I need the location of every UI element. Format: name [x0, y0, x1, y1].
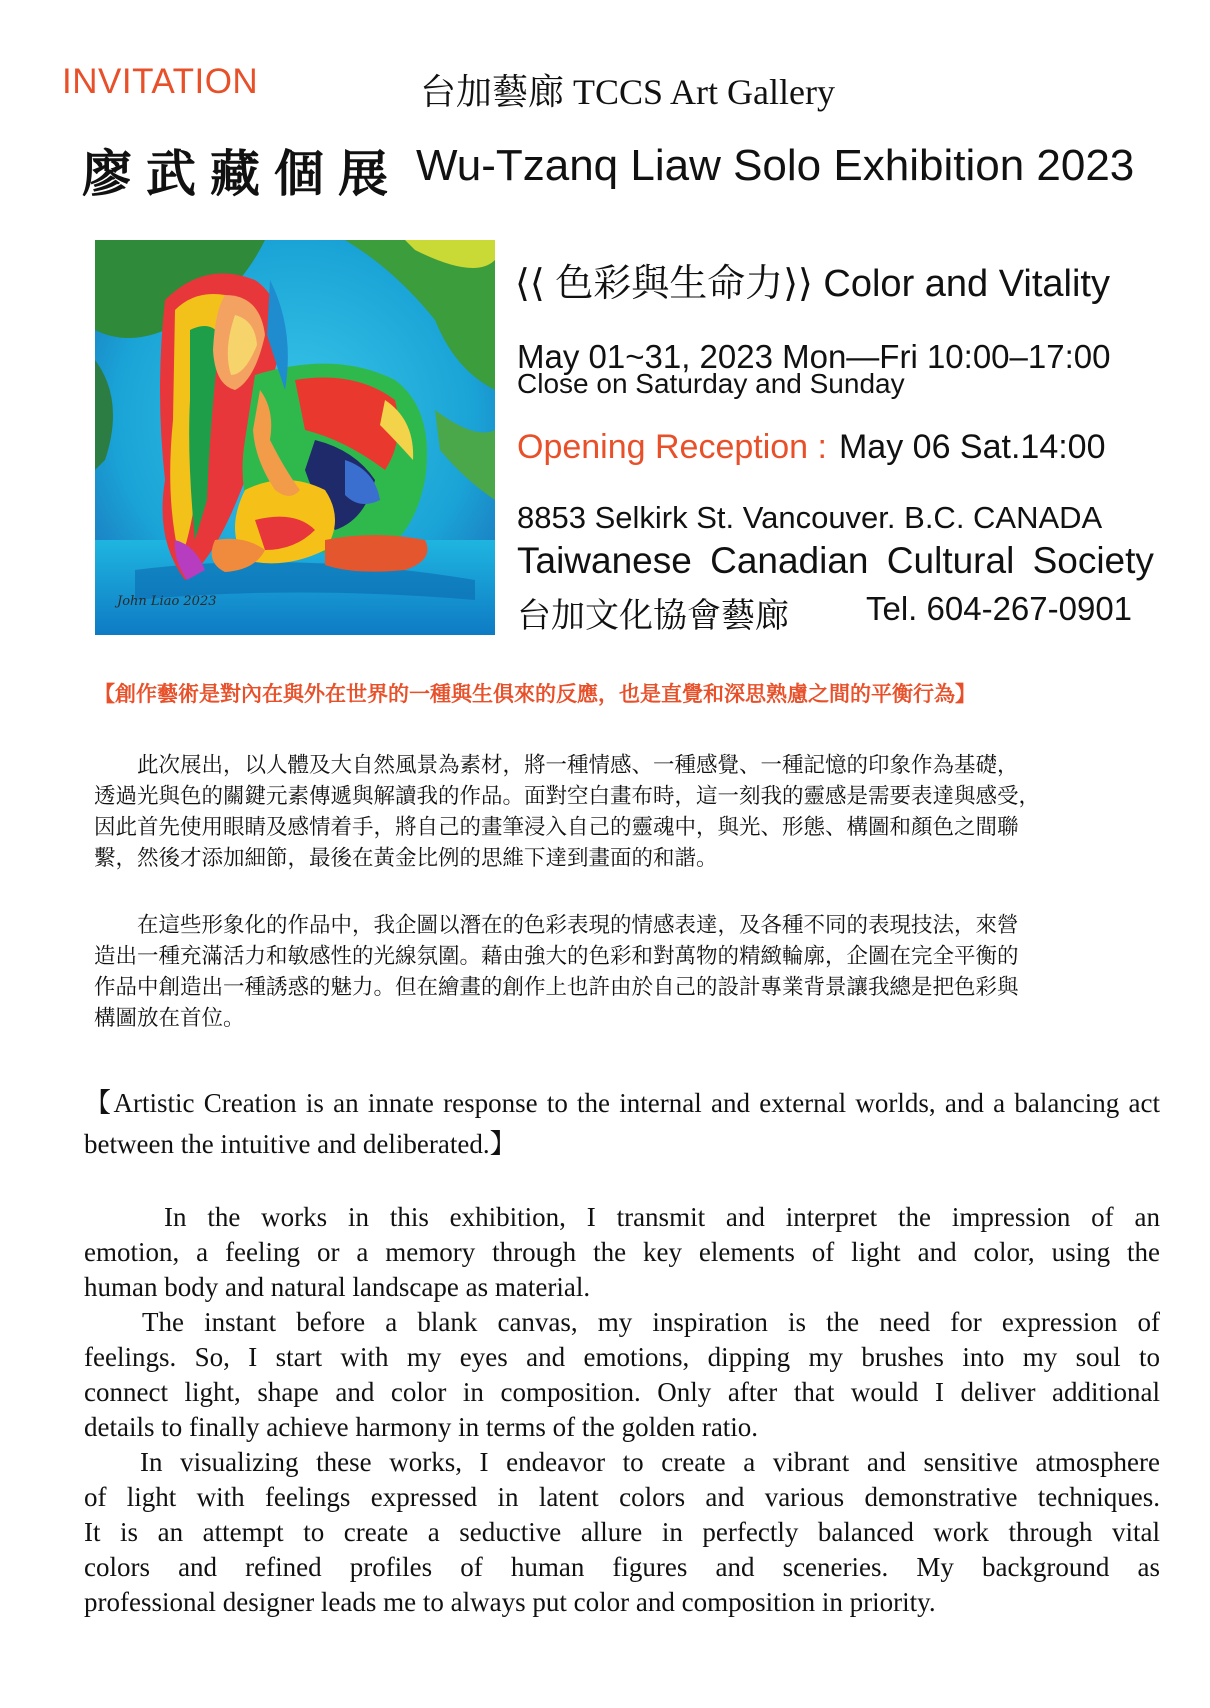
text-line: of light with feelings expressed in latent colors and various demonstrative techniques. — [84, 1482, 1160, 1512]
statement-zh-paragraph-2 — [94, 910, 1164, 1034]
text-line: In the works in this exhibition, I transmit and interpret the impression of an — [164, 1202, 1160, 1232]
invitation-label: INVITATION — [62, 62, 259, 101]
painting-artwork — [95, 240, 495, 635]
society-name: Taiwanese Canadian Cultural Society — [517, 540, 1154, 581]
quote-zh: 【創作藝術是對內在與外在世界的一種與生俱來的反應，也是直覺和深思熟慮之間的平衡行為】 — [94, 682, 976, 706]
exhibition-dates: May 01~31, 2023 Mon—Fri 10:00–17:00 — [517, 338, 1111, 375]
text-line: human body and natural landscape as material. — [84, 1272, 591, 1302]
text-line: 構圖放在首位。 — [94, 1006, 245, 1030]
text-line: connect light, shape and color in composition. Only after that would I deliver additional — [84, 1377, 1160, 1407]
quote-en: 【Artistic Creation is an innate response to the internal and external worlds, and a balancing act between the intuitive and deliberated.】 — [84, 1088, 1160, 1159]
exhibit-title: ⟨⟨ 色彩與生命力⟩⟩ Color and Vitality — [515, 263, 1110, 305]
gallery-name: 台加藝廊 TCCS Art Gallery — [420, 72, 835, 112]
statement-zh-paragraph-1 — [94, 750, 1164, 874]
exhibition-title-zh: 廖武藏個展 — [82, 146, 402, 202]
text-line: 透過光與色的關鍵元素傳遞與解讀我的作品。面對空白畫布時，這一刻我的靈感是需要表達與感受， — [94, 784, 1041, 808]
closed-days: Close on Saturday and Sunday — [517, 368, 905, 399]
text-line: emotion, a feeling or a memory through the key elements of light and color, using the — [84, 1237, 1160, 1267]
text-line: feelings. So, I start with my eyes and emotions, dipping my brushes into my soul to — [84, 1342, 1160, 1372]
telephone: Tel. 604-267-0901 — [866, 590, 1133, 627]
society-name-zh: 台加文化協會藝廊 — [517, 597, 789, 635]
text-line: 繫，然後才添加細節，最後在黃金比例的思維下達到畫面的和諧。 — [94, 846, 718, 870]
exhibition-title-en: Wu-Tzanq Liaw Solo Exhibition 2023 — [416, 141, 1135, 190]
painting-signature: John Liao 2023 — [117, 594, 217, 609]
text-line: 作品中創造出一種誘惑的魅力。但在繪畫的創作上也許由於自己的設計專業背景讓我總是把色彩與 — [94, 975, 1019, 999]
text-line: details to finally achieve harmony in terms of the golden ratio. — [84, 1412, 759, 1442]
text-line: It is an attempt to create a seductive allure in perfectly balanced work through vital — [84, 1517, 1160, 1547]
text-line: colors and refined profiles of human figures and sceneries. My background as — [84, 1552, 1160, 1582]
reception-label: Opening Reception : — [517, 428, 827, 466]
text-line: 在這些形象化的作品中，我企圖以潛在的色彩表現的情感表達，及各種不同的表現技法，來營 — [94, 913, 1019, 937]
statement-en — [84, 1200, 1160, 1620]
painting-image — [95, 240, 495, 635]
opening-reception — [517, 428, 1106, 467]
text-line: 造出一種充滿活力和敏感性的光線氛圍。藉由強大的色彩和對萬物的精緻輪廓，企圖在完全平衡的 — [94, 944, 1019, 968]
text-line: 此次展出，以人體及大自然風景為素材，將一種情感、一種感覺、一種記憶的印象作為基礎， — [94, 753, 1019, 777]
venue-address: 8853 Selkirk St. Vancouver. B.C. CANADA — [517, 500, 1103, 535]
text-line: 因此首先使用眼睛及感情着手，將自己的畫筆浸入自己的靈魂中，與光、形態、構圖和顏色之間聯 — [94, 815, 1019, 839]
text-line: professional designer leads me to always put color and composition in priority. — [84, 1587, 936, 1617]
text-line: In visualizing these works, I endeavor to create a vibrant and sensitive atmosphere — [140, 1447, 1160, 1477]
text-line: The instant before a blank canvas, my inspiration is the need for expression of — [142, 1307, 1160, 1337]
reception-time: May 06 Sat.14:00 — [838, 428, 1106, 466]
